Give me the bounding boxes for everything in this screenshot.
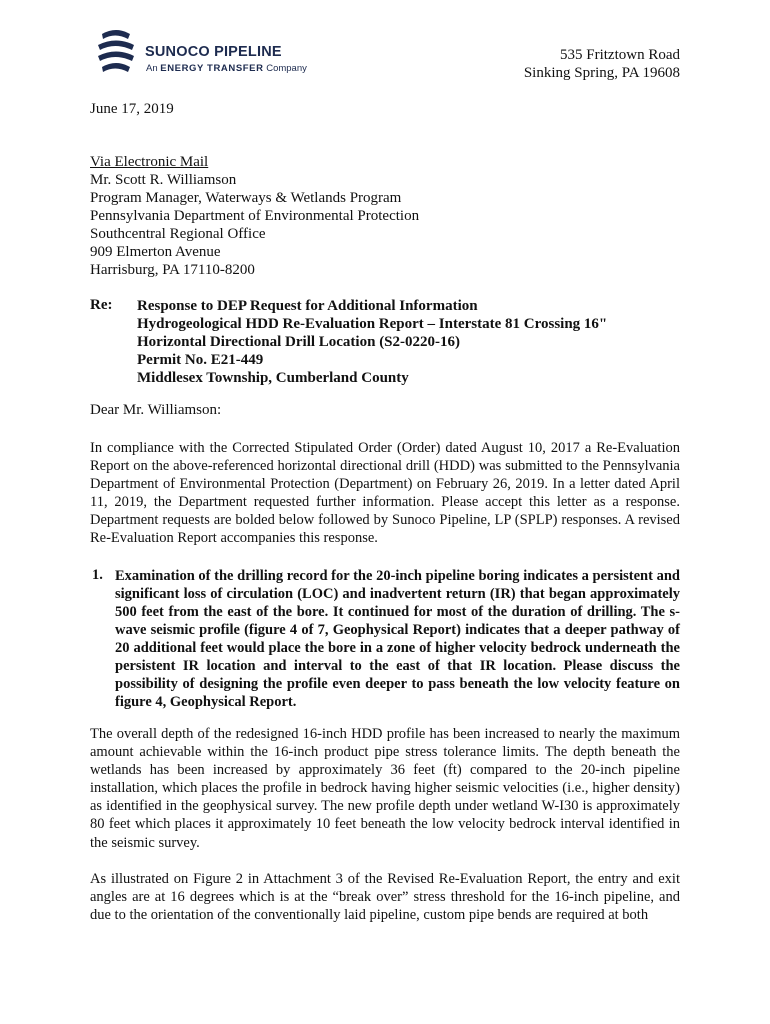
subject-line: Response to DEP Request for Additional Information — [137, 298, 478, 314]
letter-date: June 17, 2019 — [90, 101, 174, 117]
sunoco-swoosh-icon — [94, 28, 138, 76]
company-logo — [94, 28, 324, 80]
sender-address — [524, 46, 680, 82]
subject-line: Middlesex Township, Cumberland County — [137, 370, 409, 386]
subject-line: Horizontal Directional Drill Location (S2-0220-16) — [137, 334, 461, 350]
request-number: 1. — [92, 567, 103, 583]
recipient-line: Pennsylvania Department of Environmental Protection — [90, 208, 420, 224]
request-text: Examination of the drilling record for the 20-inch pipeline boring indicates a persistent and significant loss of circulation (LOC) and inadvertent return (IR) that began approximately 500 feet from the east of the bore. It continued for most of the duration of drilling. The s-wave seismic profile (figure 4 of 7, Geophysical Report) indicates that a deeper pathway of 20 additional feet would place the bore in a zone of higher velocity bedrock underneath the persistent IR location and interval to the east of that IR location. Please discuss the possibility of designing the profile even deeper to pass beneath the low velocity feature on figure 4, Geophysical Report. — [115, 568, 680, 710]
tagline-brand: ENERGY TRANSFER — [160, 63, 264, 74]
subject-line: Hydrogeological HDD Re-Evaluation Report – Interstate 81 Crossing 16" — [137, 316, 608, 332]
address-line-2: Sinking Spring, PA 19608 — [523, 65, 680, 81]
recipient-line: Mr. Scott R. Williamson — [90, 172, 237, 188]
recipient-line: 909 Elmerton Avenue — [90, 244, 221, 260]
address-line-1: 535 Fritztown Road — [560, 47, 680, 63]
delivery-method: Via Electronic Mail — [90, 154, 209, 170]
response-paragraph-1: The overall depth of the redesigned 16-inch HDD profile has been increased to nearly the maximum amount achievable within the 16-inch product pipe stress tolerance limits. The depth beneath the wetlands has been increased by approximately 36 feet (ft) compared to the 20-inch pipeline installation, which places the profile in bedrock having higher seismic velocities (i.e., higher density) as identified in the geophysical survey. The new profile depth under wetland W-I30 is approximately 80 feet which places it approximately 10 feet beneath the low velocity bedrock interval identified in the seismic survey. — [90, 726, 680, 851]
tagline-suffix: Company — [266, 63, 307, 74]
response-paragraph-2: As illustrated on Figure 2 in Attachment 3 of the Revised Re-Evaluation Report, the entry and exit angles are at 16 degrees which is at the “break over” stress threshold for the 16-inch pipeline, and due to the orientation of the conventionally laid pipeline, custom pipe bends are required at both — [90, 871, 680, 924]
recipient-line: Harrisburg, PA 17110-8200 — [90, 262, 255, 278]
subject-line: Permit No. E21-449 — [137, 352, 264, 368]
recipient-line: Program Manager, Waterways & Wetlands Program — [90, 190, 402, 206]
subject-block — [137, 297, 607, 387]
subject-label: Re: — [90, 297, 113, 313]
salutation: Dear Mr. Williamson: — [90, 402, 222, 418]
company-tagline — [146, 63, 307, 74]
recipient-block — [90, 153, 419, 279]
recipient-line: Southcentral Regional Office — [90, 226, 266, 242]
company-name: SUNOCO PIPELINE — [145, 44, 282, 60]
tagline-prefix: An — [146, 63, 158, 74]
intro-paragraph: In compliance with the Corrected Stipulated Order (Order) dated August 10, 2017 a Re-Evaluation Report on the above-referenced horizontal directional drill (HDD) was submitted to the Pennsylvania Department of Environmental Protection (Department) on February 26, 2019. In a letter dated April 11, 2019, the Department requested further information. Please accept this letter as a response. Department requests are bolded below followed by Sunoco Pipeline, LP (SPLP) responses. A revised Re-Evaluation Report accompanies this response. — [90, 440, 680, 547]
